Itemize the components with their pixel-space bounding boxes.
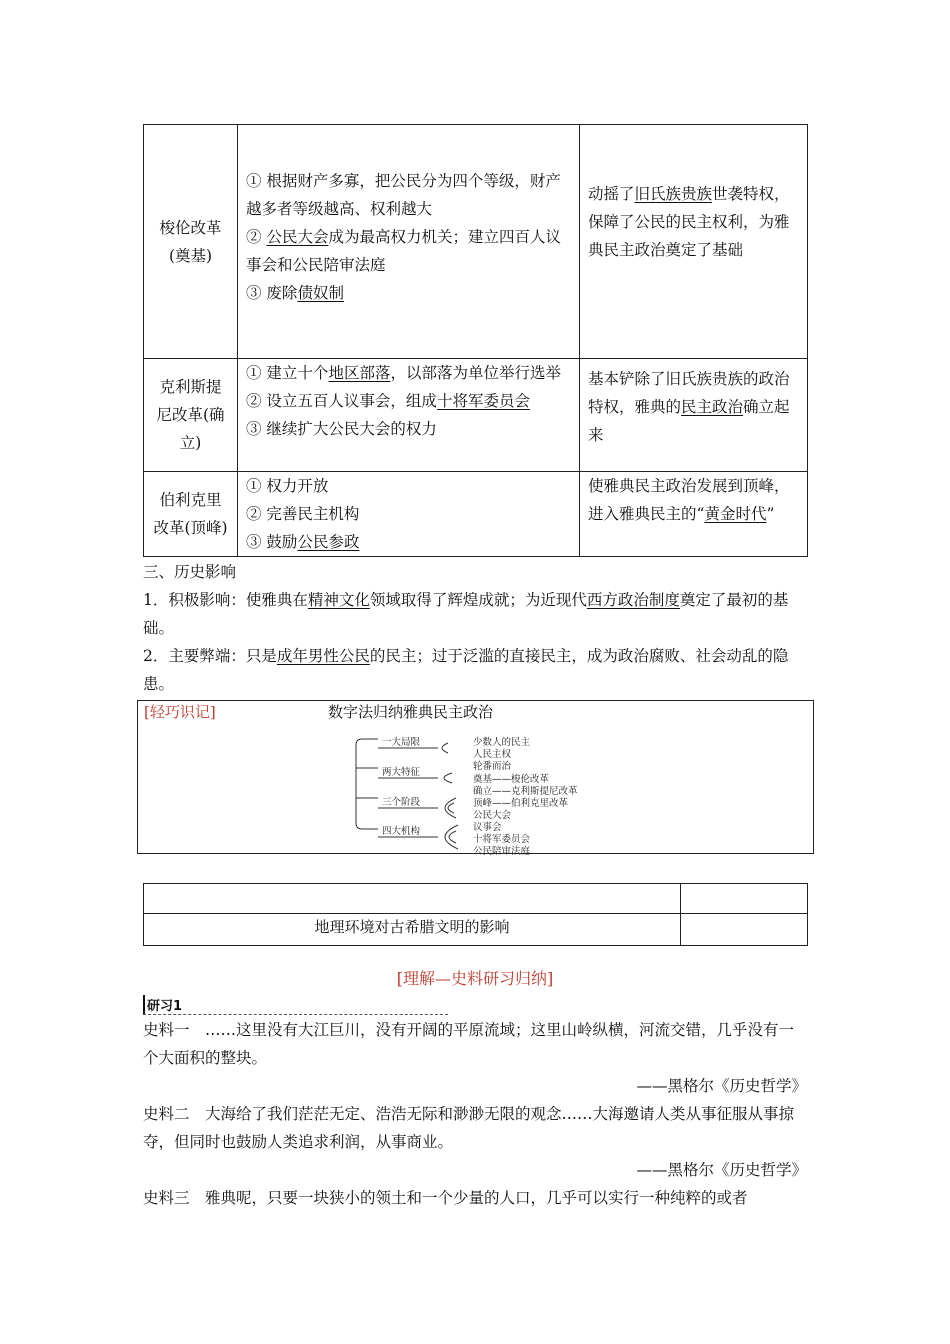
source-2: 史料二 大海给了我们茫茫无定、浩浩无际和渺渺无限的观念……大海邀请人类从事征服从事掠夺，但同时也鼓励人类追求利润，从事商业。 bbox=[143, 1105, 795, 1151]
branch-label: 三个阶段 bbox=[382, 797, 421, 808]
measure-item: ③ 废除债奴制 bbox=[246, 284, 344, 302]
leaf-label: 顶峰——伯利克里改革 bbox=[473, 798, 569, 809]
leaf-label: 十将军委员会 bbox=[473, 834, 531, 845]
measure-item: ② 设立五百人议事会，组成十将军委员会 bbox=[246, 392, 530, 410]
memo-tag: [轻巧识记] bbox=[144, 703, 216, 721]
leaf-label: 议事会 bbox=[473, 822, 502, 833]
table-row bbox=[144, 884, 808, 914]
table-row bbox=[144, 472, 808, 557]
measure-item: ① 权力开放 bbox=[246, 477, 329, 495]
source-3: 史料三 雅典呢，只要一块狭小的领土和一个少量的人口，几乎可以实行一种纯粹的或者 bbox=[143, 1189, 748, 1207]
source-1-citation: ——黑格尔《历史哲学》 bbox=[636, 1077, 807, 1095]
measure-item: ① 根据财产多寡，把公民分为四个等级，财产越多者等级越高、权利越大 bbox=[246, 172, 561, 218]
branch-label: 一大局限 bbox=[382, 737, 421, 748]
leaf-label: 奠基——梭伦改革 bbox=[473, 774, 550, 785]
reform-effect: 使雅典民主政治发展到顶峰，进入雅典民主的“黄金时代” bbox=[580, 472, 808, 557]
measure-item: ② 公民大会成为最高权力机关；建立四百人议事会和公民陪审法庭 bbox=[246, 228, 561, 274]
table-row bbox=[144, 125, 808, 359]
table-row bbox=[144, 359, 808, 472]
reform-measures bbox=[238, 125, 580, 359]
reform-name: 克利斯提尼改革(确立) bbox=[144, 359, 238, 472]
reform-effect: 基本铲除了旧氏族贵族的政治特权，雅典的民主政治确立起来 bbox=[580, 359, 808, 472]
branch-label: 两大特征 bbox=[382, 767, 421, 778]
reform-name: 梭伦改革(奠基) bbox=[144, 125, 238, 359]
reform-measures bbox=[238, 472, 580, 557]
paragraph-positive: 1．积极影响：使雅典在精神文化领域取得了辉煌成就；为近现代西方政治制度奠定了最初的基础。 bbox=[143, 591, 789, 637]
reform-table bbox=[143, 124, 808, 557]
measure-item: ① 建立十个地区部落，以部落为单位举行选举 bbox=[246, 364, 561, 382]
reform-name: 伯利克里改革(顶峰) bbox=[144, 472, 238, 557]
leaf-label: 轮番而治 bbox=[473, 761, 512, 772]
paragraph-negative: 2．主要弊端：只是成年男性公民的民主；过于泛滥的直接民主，成为政治腐败、社会动乱的隐患。 bbox=[143, 647, 789, 693]
topic-title: 地理环境对古希腊文明的影响 bbox=[144, 914, 681, 946]
dashed-divider bbox=[143, 1014, 448, 1015]
study-label: 研习1 bbox=[143, 995, 182, 1014]
leaf-label: 少数人的民主 bbox=[473, 737, 531, 748]
table-row bbox=[144, 914, 808, 946]
topic-table bbox=[143, 883, 808, 946]
study-heading: [理解—史料研习归纳] bbox=[396, 969, 554, 988]
reform-measures bbox=[238, 359, 580, 472]
measure-item: ② 完善民主机构 bbox=[246, 505, 360, 523]
measure-item: ③ 鼓励公民参政 bbox=[246, 533, 360, 551]
reform-effect: 动摇了旧氏族贵族世袭特权，保障了公民的民主权利，为雅典民主政治奠定了基础 bbox=[580, 125, 808, 359]
section-title: 三、历史影响 bbox=[143, 563, 237, 581]
measure-item: ③ 继续扩大公民大会的权力 bbox=[246, 420, 437, 438]
memo-box bbox=[137, 700, 814, 857]
branch-label: 四大机构 bbox=[382, 826, 421, 837]
leaf-label: 确立——克利斯提尼改革 bbox=[473, 786, 578, 797]
source-1: 史料一 ……这里没有大江巨川，没有开阔的平原流域；这里山岭纵横，河流交错，几乎没有一个大面积的整块。 bbox=[143, 1021, 795, 1067]
study-label-row bbox=[143, 995, 448, 1015]
source-2-citation: ——黑格尔《历史哲学》 bbox=[636, 1161, 807, 1179]
leaf-label: 公民陪审法庭 bbox=[473, 846, 531, 857]
leaf-label: 人民主权 bbox=[473, 749, 512, 760]
memo-title: 数字法归纳雅典民主政治 bbox=[328, 703, 494, 721]
leaf-label: 公民大会 bbox=[473, 810, 512, 821]
